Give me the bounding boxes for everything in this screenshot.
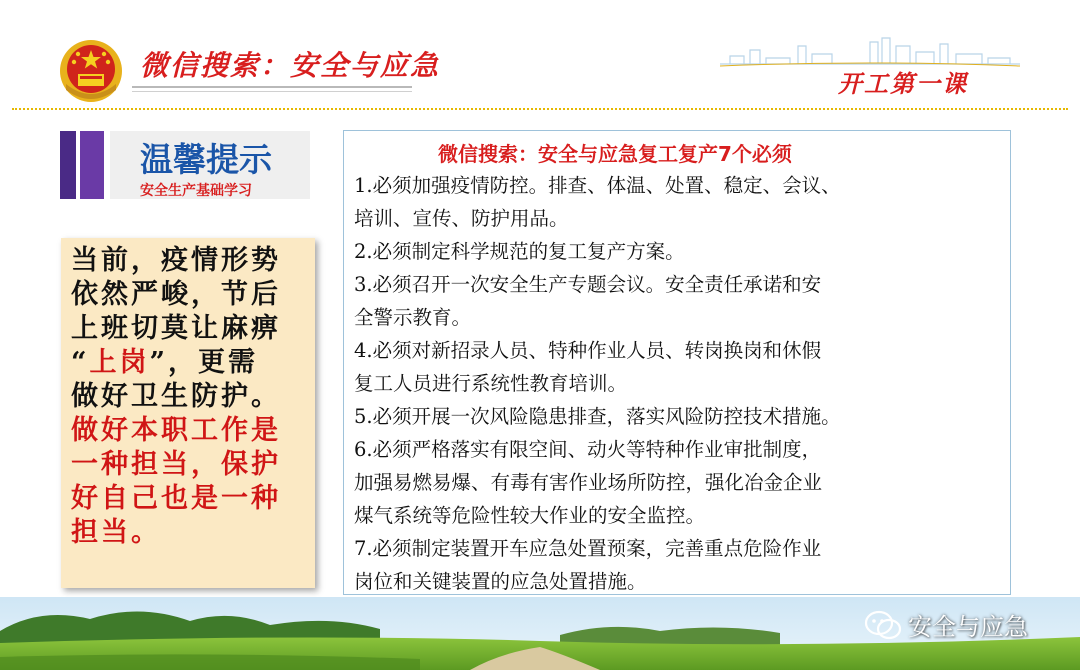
- header-title: 微信搜索：安全与应急: [140, 49, 441, 82]
- national-emblem-icon: [58, 38, 124, 104]
- header-rule: [132, 86, 412, 88]
- requirement-line: 7.必须制定装置开车应急处置预案，完善重点危险作业: [354, 537, 822, 560]
- quote-open: “: [71, 347, 90, 378]
- note-line-emphasis: 担当。: [71, 517, 161, 548]
- note-line: 依然严峻，节后: [71, 279, 281, 310]
- highlight-word: 上岗: [89, 347, 150, 378]
- requirement-line: 3.必须召开一次安全生产专题会议。安全责任承诺和安: [354, 273, 822, 296]
- note-line: 上班切莫让麻痹: [71, 313, 281, 344]
- note-line-emphasis: 一种担当，保护: [71, 449, 281, 480]
- requirement-line: 全警示教育。: [354, 306, 472, 329]
- requirement-line: 加强易燃易爆、有毒有害作业场所防控，强化冶金企业: [354, 471, 823, 494]
- requirement-line: 培训、宣传、防护用品。: [354, 207, 569, 230]
- requirement-line: 2.必须制定科学规范的复工复产方案。: [354, 240, 685, 263]
- note-card: [61, 238, 315, 588]
- course-title: 开工第一课: [838, 69, 968, 98]
- requirement-line: 岗位和关键装置的应急处置措施。: [354, 570, 647, 593]
- requirement-line: 6.必须严格落实有限空间、动火等特种作业审批制度，: [354, 438, 822, 461]
- note-line: 做好卫生防护。: [71, 381, 281, 412]
- wechat-icon: [864, 610, 902, 640]
- tip-accent-bar: [60, 131, 76, 199]
- requirements-panel: [343, 130, 1011, 595]
- requirement-line: 煤气系统等危险性较大作业的安全监控。: [354, 504, 706, 527]
- requirement-line: 5.必须开展一次风险隐患排查，落实风险防控技术措施。: [354, 405, 841, 428]
- header-rule-thin: [132, 91, 412, 92]
- tip-subtitle: 安全生产基础学习: [140, 183, 252, 199]
- header-divider: [12, 108, 1068, 110]
- note-line-emphasis: 做好本职工作是: [71, 415, 281, 446]
- requirement-line: 复工人员进行系统性教育培训。: [354, 372, 628, 395]
- requirement-line: 4.必须对新招录人员、特种作业人员、转岗换岗和休假: [354, 339, 822, 362]
- quote-close: ”，更需: [149, 347, 259, 378]
- wechat-account-label: 安全与应急: [908, 613, 1028, 641]
- requirement-line: 1.必须加强疫情防控。排查、体温、处置、稳定、会议、: [354, 174, 841, 197]
- note-line: 当前，疫情形势: [71, 245, 281, 276]
- note-line-highlight: [71, 346, 311, 380]
- tip-accent-bar-light: [80, 131, 104, 199]
- requirements-title: 微信搜索：安全与应急复工复产7个必须: [438, 142, 792, 166]
- tip-title: 温馨提示: [140, 140, 272, 179]
- note-line-emphasis: 好自己也是一种: [71, 483, 281, 514]
